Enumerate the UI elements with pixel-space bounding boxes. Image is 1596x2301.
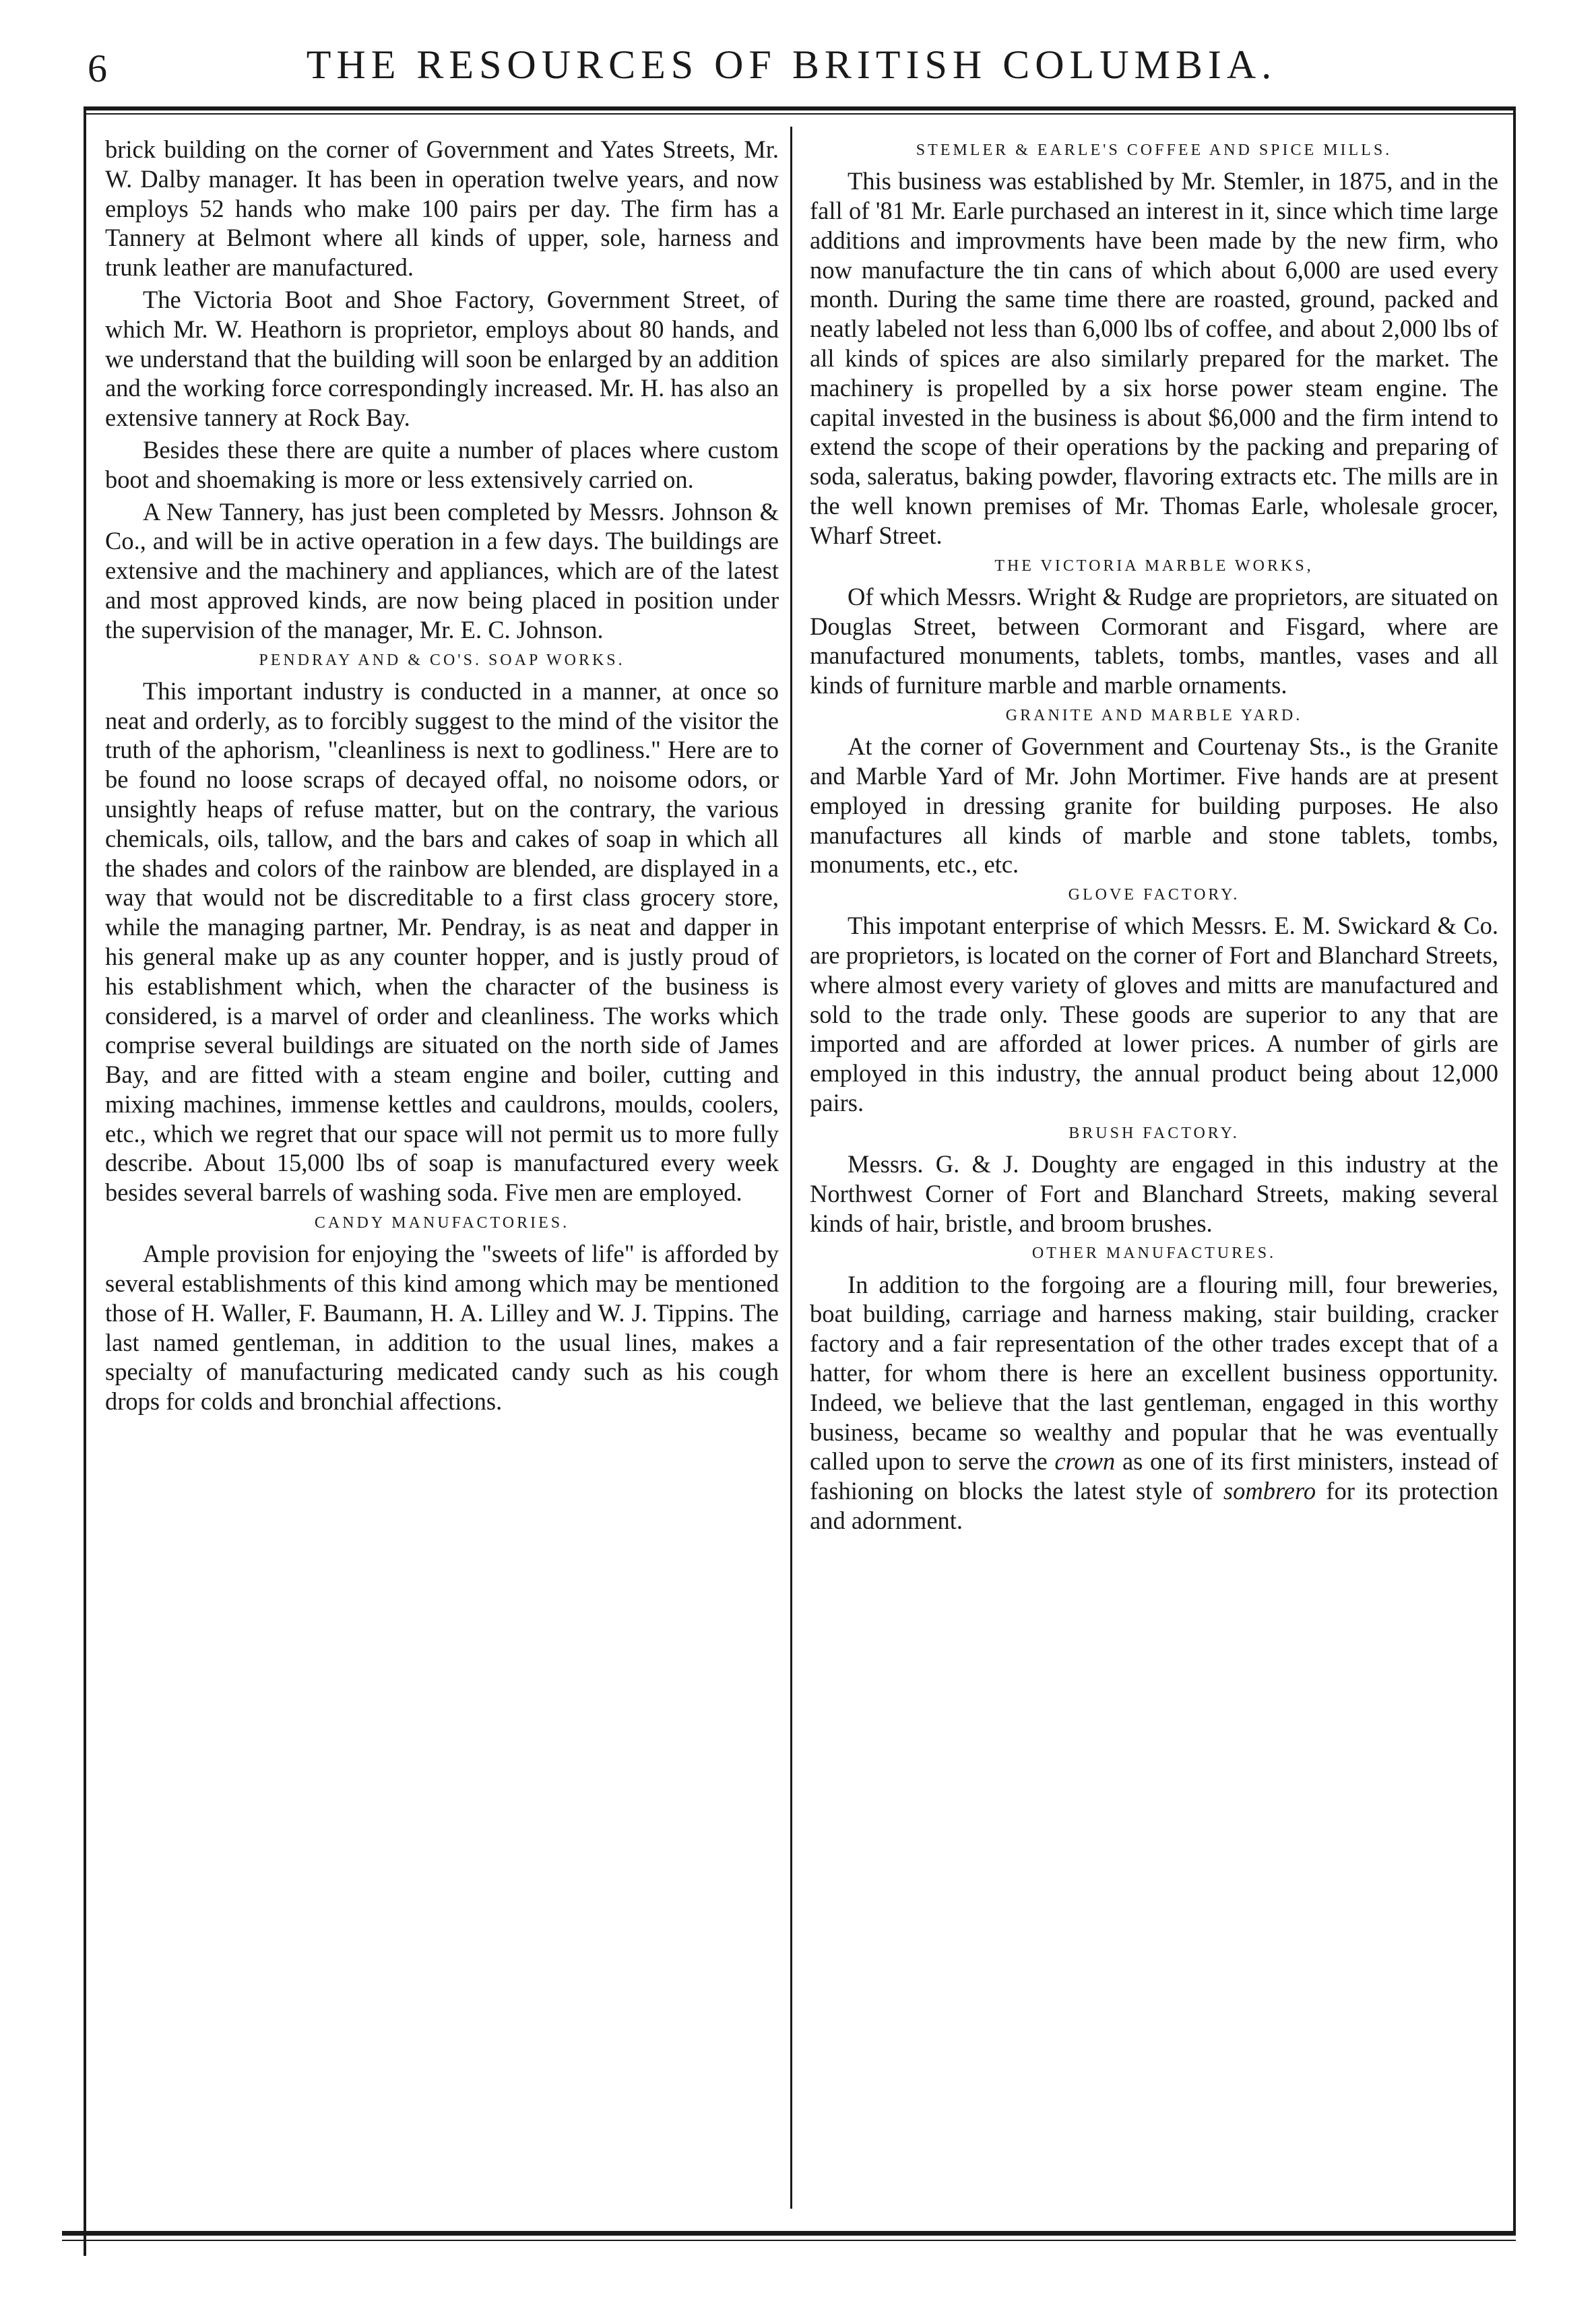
page-number: 6: [88, 46, 107, 90]
running-title: THE RESOURCES OF BRITISH COLUMBIA.: [306, 42, 1277, 87]
top-rule: [84, 106, 1516, 111]
paragraph: [810, 1270, 1498, 1536]
top-rule-thin: [84, 113, 1516, 115]
left-column: [105, 135, 779, 1416]
section-heading: BRUSH FACTORY.: [1068, 1124, 1240, 1142]
paragraph: A New Tannery, has just been completed by Messrs. Johnson & Co., and will be in active operation in a few days. The buildings are extensive and the machinery and appliances, which are of the latest and most approved kinds, are now being placed in position under the supervision of the manager, Mr. E. C. Johnson.: [105, 497, 779, 643]
paragraph-text: In addition to the forgoing are a flouring mill, four breweries, boat building, carriage and harness making, stair building, cracker factory and a fair representation of the other trades except that of a hatter, for whom there is here an excellent business opportunity. Indeed, we believe that the last gentleman, engaged in this worthy business, became so wealthy and popular that he was eventually called upon to serve the: [810, 1270, 1498, 1476]
section-heading: GLOVE FACTORY.: [1068, 886, 1240, 904]
column-divider: [790, 127, 792, 2209]
right-column: [810, 135, 1498, 1536]
paragraph: Messrs. G. & J. Doughty are engaged in this industry at the Northwest Corner of Fort and Blanchard Streets, making several kinds of hair, bristle, and broom brushes.: [810, 1150, 1498, 1237]
page-frame: [62, 106, 1516, 2256]
paragraph: Of which Messrs. Wright & Rudge are proprietors, are situated on Douglas Street, between Cormorant and Fisgard, where are manufactured monuments, tablets, tombs, mantles, vases and all kinds of furniture marble and marble ornaments.: [810, 582, 1498, 699]
page-header: [81, 42, 1502, 102]
section-heading: STEMLER & EARLE'S COFFEE AND SPICE MILLS.: [916, 141, 1393, 159]
paragraph: At the corner of Government and Courtenay Sts., is the Granite and Marble Yard of Mr. John Mortimer. Five hands are at present employed in dressing granite for building purposes. He also manufactures all kinds of marble and stone tablets, tombs, monuments, etc., etc.: [810, 732, 1498, 879]
bottom-rule-thin: [62, 2240, 1516, 2241]
right-rule: [1513, 106, 1516, 2236]
paragraph: Ample provision for enjoying the "sweets of life" is afforded by several establishments of this kind among which may be mentioned those of H. Waller, F. Baumann, H. A. Lilley and W. J. Tippins. The last named gentleman, in addition to the usual lines, makes a specialty of manufacturing medicated candy such as his cough drops for colds and bronchial affections.: [105, 1240, 779, 1416]
italic-word: sombrero: [1223, 1477, 1316, 1505]
section-heading: OTHER MANUFACTURES.: [1031, 1244, 1277, 1263]
section-heading: CANDY MANUFACTORIES.: [314, 1214, 570, 1232]
section-heading: GRANITE AND MARBLE YARD.: [1005, 706, 1303, 724]
paragraph-text: for its protection and adornment.: [810, 1477, 1499, 1534]
paragraph: This important industry is conducted in a manner, at once so neat and orderly, as to forcibly suggest to the mind of the visitor the truth of the aphorism, "cleanliness is next to godliness." Here are to be found no loose scraps of decayed offal, no noisome odors, or unsightly heaps of refuse matter, but on the contrary, the various chemicals, oils, tallow, and the bars and cakes of soap in which all the shades and colors of the rainbow are blended, are displayed in a way that would not be discreditable to a first class grocery store, while the managing partner, Mr. Pendray, is as neat and dapper in his general make up as any counter hopper, and is justly proud of his establishment which, when the character of the business is considered, is a marvel of order and cleanliness. The works which comprise several buildings are situated on the north side of James Bay, and are fitted with a steam engine and boiler, cutting and mixing machines, immense kettles and cauldrons, moulds, coolers, etc., which we regret that our space will not permit us to more fully describe. About 15,000 lbs of soap is manufactured every week besides several barrels of washing soda. Five men are employed.: [105, 676, 779, 1207]
bottom-rule: [62, 2231, 1516, 2236]
section-heading: THE VICTORIA MARBLE WORKS,: [994, 557, 1314, 575]
paragraph: This business was established by Mr. Stemler, in 1875, and in the fall of '81 Mr. Earle purchased an interest in it, since which time large additions and improvments have been made by the new firm, who now manufacture the tin cans of which about 6,000 are used every month. During the same time there are roasted, ground, packed and neatly labeled not less than 6,000 lbs of coffee, and about 2,000 lbs of all kinds of spices are also similarly prepared for the market. The machinery is propelled by a six horse power steam engine. The capital invested in the business is about $6,000 and the firm intend to extend the scope of their operations by the packing and preparing of soda, saleratus, baking powder, flavoring extracts etc. The mills are in the well known premises of Mr. Thomas Earle, wholesale grocer, Wharf Street.: [810, 167, 1498, 549]
paragraph: The Victoria Boot and Shoe Factory, Government Street, of which Mr. W. Heathorn is proprietor, employs about 80 hands, and we understand that the building will soon be enlarged by an addition and the working force correspondingly increased. Mr. H. has also an extensive tannery at Rock Bay.: [105, 285, 779, 432]
paragraph-text: as one of its first ministers, instead of fashioning on blocks the latest style of: [810, 1447, 1498, 1505]
paragraph: brick building on the corner of Government and Yates Streets, Mr. W. Dalby manager. It has been in operation twelve years, and now employs 52 hands who make 100 pairs per day. The firm has a Tannery at Belmont where all kinds of upper, sole, harness and trunk leather are manufactured.: [105, 135, 779, 282]
section-heading: PENDRAY AND & CO'S. SOAP WORKS.: [259, 651, 625, 669]
left-rule: [84, 106, 86, 2256]
paragraph: Besides these there are quite a number of places where custom boot and shoemaking is more or less extensively carried on.: [105, 435, 779, 493]
italic-word: crown: [1054, 1447, 1116, 1476]
paragraph: This impotant enterprise of which Messrs. E. M. Swickard & Co. are proprietors, is located on the corner of Fort and Blanchard Streets, where almost every variety of gloves and mitts are manufactured and sold to the trade only. These goods are superior to any that are imported and are afforded at lower prices. A number of girls are employed in this industry, the annual product being about 12,000 pairs.: [810, 912, 1498, 1117]
